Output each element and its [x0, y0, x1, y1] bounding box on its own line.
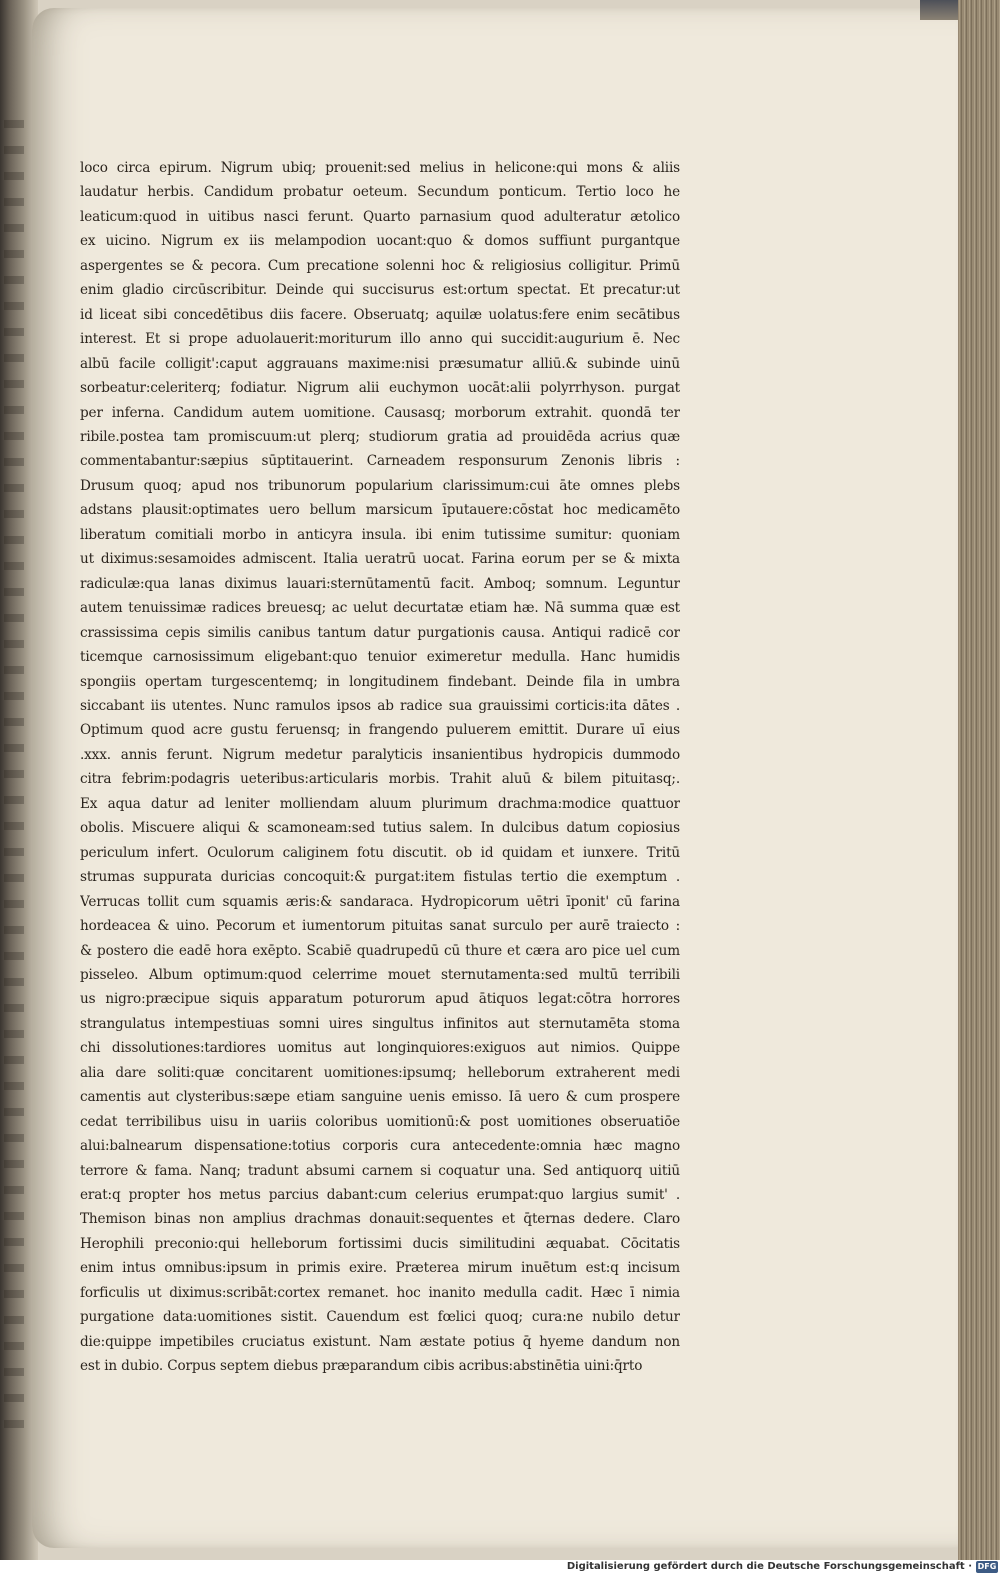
text-line: crassissima cepis similis canibus tantum datur purgationis causa. Antiqui radicē cor — [80, 624, 680, 641]
text-line: terrore & fama. Nanq; tradunt absumi carnem si coquatur una. Sed antiquorq uitiū — [80, 1162, 680, 1179]
text-line: laudatur herbis. Candidum probatur oeteum. Secundum ponticum. Tertio loco he — [80, 184, 680, 201]
page-fore-edge — [958, 0, 1000, 1560]
previous-page-text-edge — [4, 120, 24, 1440]
text-line: enim gladio circūscribitur. Deinde qui succisurus est:ortum spectat. Et precatur:ut — [80, 282, 680, 299]
text-line: liberatum comitiali morbo in anticyra insula. ibi enim tutissime sumitur: quoniam — [80, 526, 680, 543]
text-line: camentis aut clysteribus:sæpe etiam sanguine uenis emisso. Iā uero & cum prospere — [80, 1089, 680, 1106]
text-line: die:quippe impetibiles cruciatus existunt. Nam æstate potius q̄ hyeme dandum non — [80, 1333, 680, 1350]
text-line: alui:balnearum dispensatione:totius corporis cura antecedente:omnia hæc magno — [80, 1138, 680, 1155]
text-line: ex uicino. Nigrum ex iis melampodion uocant:quo & domos suffiunt purgantque — [80, 233, 680, 250]
text-line: id liceat sibi concedētibus diis facere. Obseruatq; aquilæ uolatus:fere enim secātibus — [80, 306, 680, 323]
text-line: radiculæ:qua lanas diximus lauari:sternūtamentū facit. Amboq; somnum. Leguntur — [80, 575, 680, 592]
text-line: ticemque carnosissimum eligebant:quo tenuior eximeretur medulla. Hanc humidis — [80, 649, 680, 666]
text-line: obolis. Miscuere aliqui & scamoneam:sed tutius salem. In dulcibus datum copiosius — [80, 820, 680, 837]
text-line: strangulatus intempestiuas somni uires singultus infinitos aut sternutamēta stoma — [80, 1015, 680, 1032]
printed-text-block — [80, 156, 690, 1379]
text-line: loco circa epirum. Nigrum ubiq; prouenit:sed melius in helicone:qui mons & aliis — [80, 160, 680, 176]
text-line: siccabant iis utentes. Nunc ramulos ipsos ab radice sua grauissimi corticis:ita dātes . — [80, 697, 680, 714]
text-line: purgatione data:uomitiones sistit. Cauendum est fœlici quoq; cura:ne nubilo detur — [80, 1309, 680, 1326]
text-line: chi dissolutiones:tardiores uomitus aut longinquiores:exiguos aut nimios. Quippe — [80, 1040, 680, 1057]
text-line: leaticum:quod in uitibus nasci ferunt. Quarto parnasium quod adulteratur ætolico — [80, 208, 680, 225]
text-line: spongiis opertam turgescentemq; in longitudinem findebant. Deinde fila in umbra — [80, 673, 680, 690]
text-line: us nigro:præcipue siquis apparatum poturorum apud ātiquos legat:cōtra horrores — [80, 991, 680, 1008]
text-line: Drusum quoq; apud nos tribunorum popularium clarissimum:cui āte omnes plebs — [80, 477, 680, 494]
text-line: commentabantur:sæpius sūptitauerint. Carneadem responsurum Zenonis libris : — [80, 453, 680, 470]
dfg-logo: DFG — [977, 1562, 997, 1571]
text-line: est in dubio. Corpus septem diebus præparandum cibis acribus:abstinētia uini:q̄rto — [80, 1358, 643, 1375]
text-line: Themison binas non amplius drachmas donauit:sequentes et q̄ternas dedere. Claro — [80, 1211, 680, 1228]
text-line: forficulis ut diximus:scribāt:cortex remanet. hoc inanito medulla cadit. Hæc ī nimia — [80, 1284, 680, 1301]
text-line: per inferna. Candidum autem uomitione. Causasq; morborum extrahit. quondā ter — [80, 404, 680, 421]
text-line: Verrucas tollit cum squamis æris:& sandaraca. Hydropicorum uētri īponit' cū farina — [80, 893, 680, 910]
text-line: sorbeatur:celeriterq; fodiatur. Nigrum alii euchymon uocāt:alii polyrrhyson. purgat — [80, 380, 680, 397]
text-line: Herophili preconio:qui helleborum fortissimi ducis similitudini æquabat. Cōcitatis — [80, 1235, 680, 1252]
text-line: ribile.postea tam promiscuum:ut plerq; studiorum gratia ad prouidēda acrius quæ — [80, 428, 680, 445]
text-line: citra febrim:podagris ueteribus:articularis morbis. Trahit aluū & bilem pituitasq;. — [80, 771, 680, 788]
text-line: erat:q propter hos metus parcius dabant:cum celerius erumpat:quo largius sumit' . — [80, 1187, 680, 1204]
text-line: Optimum quod acre gustu feruensq; in frangendo puluerem emittit. Durare uī eius — [80, 722, 680, 739]
text-line: ut diximus:sesamoides admiscent. Italia ueratrū uocat. Farina eorum per se & mixta — [80, 551, 680, 568]
text-line: aspergentes se & pecora. Cum precatione solenni hoc & religiosius colligitur. Primū — [80, 257, 680, 274]
text-line: albū facile colligit':caput aggrauans maxime:nisi præsumatur alliū.& subinde uinū — [80, 355, 680, 372]
text-line: hordeacea & uino. Pecorum et iumentorum pituitas sanat surculo per aurē traiecto : — [80, 918, 680, 935]
text-line: interest. Et si prope aduolauerit:moriturum illo anno qui succidit:augurium ē. Nec — [80, 331, 680, 348]
text-line: cedat terribilibus uisu in uariis coloribus uomitionū:& post uomitiones obseruatiōe — [80, 1113, 680, 1130]
text-line: autem tenuissimæ radices breuesq; ac uelut decurtatæ etiam hæ. Nā summa quæ est — [80, 600, 680, 617]
text-line: Ex aqua datur ad leniter molliendam aluum plurimum drachma:modice quattuor — [80, 795, 680, 812]
text-line: .xxx. annis ferunt. Nigrum medetur paralyticis insanientibus hydropicis dummodo — [80, 746, 680, 763]
funding-credit: Digitalisierung gefördert durch die Deutsche Forschungsgemeinschaft · — [566, 1561, 972, 1572]
text-line: periculum infert. Oculorum caliginem fotu discutit. ob id quidam et iunxere. Tritū — [80, 844, 680, 861]
text-line: pisseleo. Album optimum:quod celerrime mouet sternutamenta:sed multū terribili — [80, 966, 680, 983]
footer-bar — [0, 1560, 1000, 1574]
text-line: strumas suppurata duricias concoquit:& purgat:item fistulas tertio die exemptum . — [80, 869, 680, 886]
text-line: adstans plausit:optimates uero bellum marsicum īputauere:cōstat hoc medicamēto — [80, 502, 680, 519]
text-line: enim intus omnibus:ipsum in primis exire. Præterea mirum inuētum est:q incisum — [80, 1260, 680, 1277]
text-line: alia dare soliti:quæ concitarent uomitiones:ipsumq; helleborum extraherent medi — [80, 1064, 680, 1081]
text-line: & postero die eadē hora exēpto. Scabiē quadrupedū cū thure et cæra aro pice uel cum — [80, 942, 680, 959]
